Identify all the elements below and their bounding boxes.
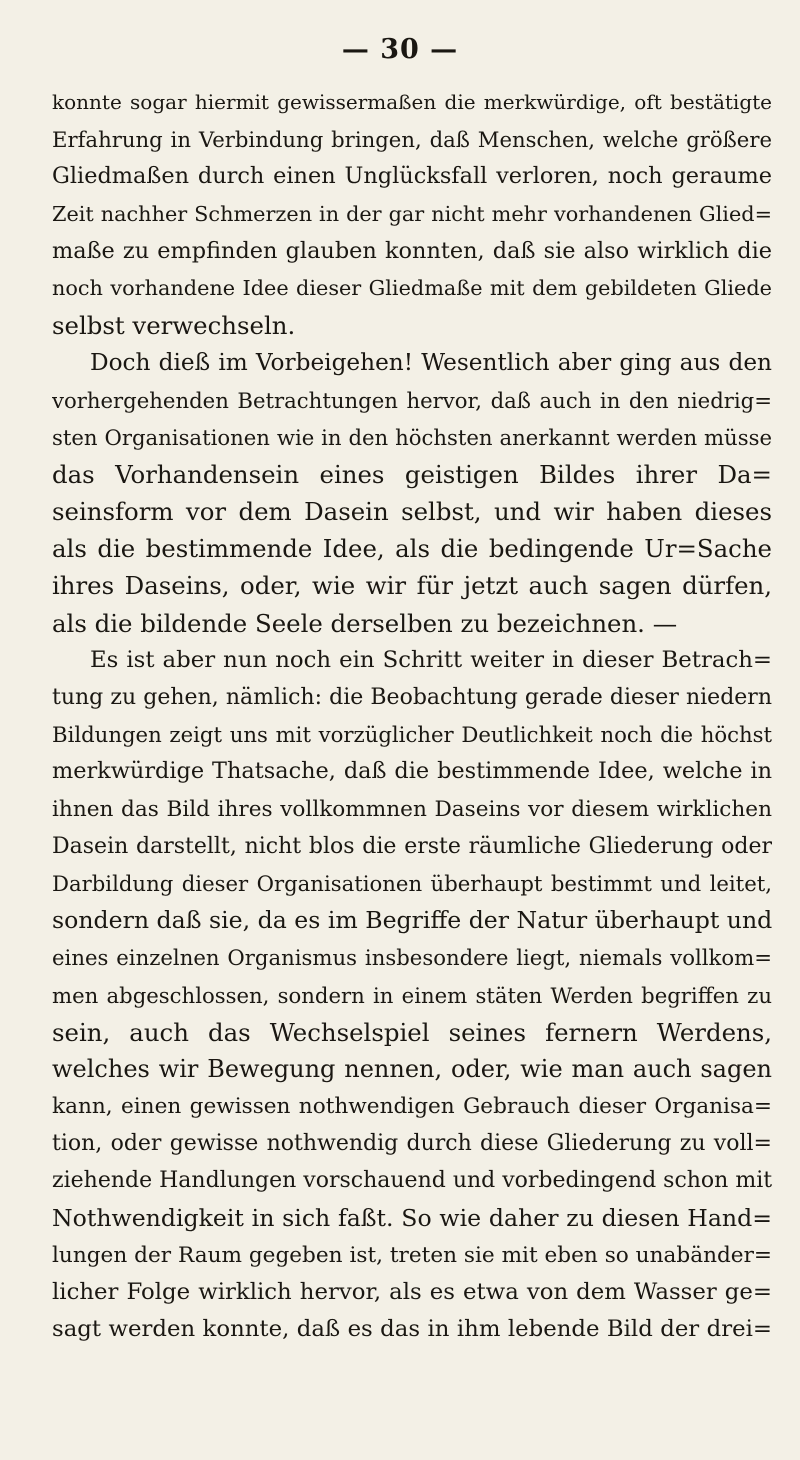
text-line: selbst verwechseln.	[52, 311, 296, 341]
text-line: Gliedmaßen durch einen Unglücksfall verloren, noch geraume	[52, 163, 772, 190]
text-line: Dasein darstellt, nicht blos die erste räumliche Gliederung oder	[52, 833, 772, 859]
text-line: Erfahrung in Verbindung bringen, daß Menschen, welche größere	[52, 127, 772, 153]
text-line: tion, oder gewisse nothwendig durch diese Gliederung zu voll=	[52, 1131, 772, 1157]
body-text	[52, 84, 772, 1348]
text-line: konnte sogar hiermit gewissermaßen die merkwürdige, oft bestätigte	[52, 90, 772, 114]
text-line: merkwürdige Thatsache, daß die bestimmende Idee, welche in	[52, 758, 772, 785]
text-line: vorhergehenden Betrachtungen hervor, daß auch in den niedrig=	[52, 387, 772, 413]
text-line: Bildungen zeigt uns mit vorzüglicher Deutlichkeit noch die höchst	[52, 722, 772, 748]
page-number: — 30 —	[341, 34, 459, 65]
text-line: als die bestimmende Idee, als die bedingende Ur=Sache	[52, 534, 772, 564]
text-line: eines einzelnen Organismus insbesondere liegt, niemals vollkom=	[52, 945, 772, 971]
text-line: sagt werden konnte, daß es das in ihm lebende Bild der drei=	[52, 1316, 772, 1343]
text-line: Doch dieß im Vorbeigehen! Wesentlich aber ging aus den	[90, 349, 772, 377]
text-line: lungen der Raum gegeben ist, treten sie mit eben so unabänder=	[52, 1242, 772, 1268]
text-line: ziehende Handlungen vorschauend und vorbedingend schon mit	[52, 1168, 772, 1194]
text-line: ihnen das Bild ihres vollkommnen Daseins vor diesem wirklichen	[52, 796, 772, 822]
text-line: Nothwendigkeit in sich faßt. So wie daher zu diesen Hand=	[52, 1203, 772, 1232]
text-line: seinsform vor dem Dasein selbst, und wir haben dieses	[52, 497, 772, 527]
text-line: welches wir Bewegung nennen, oder, wie man auch sagen	[52, 1054, 772, 1083]
text-line: maße zu empfinden glauben konnten, daß sie also wirklich die	[52, 237, 772, 264]
text-line: sein, auch das Wechselspiel seines fernern Werdens,	[52, 1017, 772, 1047]
text-line: als die bildende Seele derselben zu bezeichnen. —	[52, 608, 678, 638]
text-line: sondern daß sie, da es im Begriffe der Natur überhaupt und	[52, 906, 772, 935]
text-line: licher Folge wirklich hervor, als es etwa von dem Wasser ge=	[52, 1279, 772, 1305]
text-line: Zeit nachher Schmerzen in der gar nicht mehr vorhandenen Glied=	[52, 201, 772, 226]
text-line: noch vorhandene Idee dieser Gliedmaße mit dem gebildeten Gliede	[52, 275, 772, 300]
text-line: ihres Daseins, oder, wie wir für jetzt auch sagen dürfen,	[52, 571, 772, 601]
text-line: Es ist aber nun noch ein Schritt weiter in dieser Betrach=	[90, 646, 772, 673]
text-line: kann, einen gewissen nothwendigen Gebrauch dieser Organisa=	[52, 1094, 772, 1120]
text-line: Darbildung dieser Organisationen überhaupt bestimmt und leitet,	[52, 870, 772, 896]
text-line: sten Organisationen wie in den höchsten anerkannt werden müsse	[52, 424, 772, 450]
text-line: men abgeschlossen, sondern in einem stäten Werden begriffen zu	[52, 982, 772, 1008]
text-line: das Vorhandensein eines geistigen Bildes ihrer Da=	[52, 459, 772, 489]
text-line: tung zu gehen, nämlich: die Beobachtung gerade dieser niedern	[52, 685, 772, 710]
